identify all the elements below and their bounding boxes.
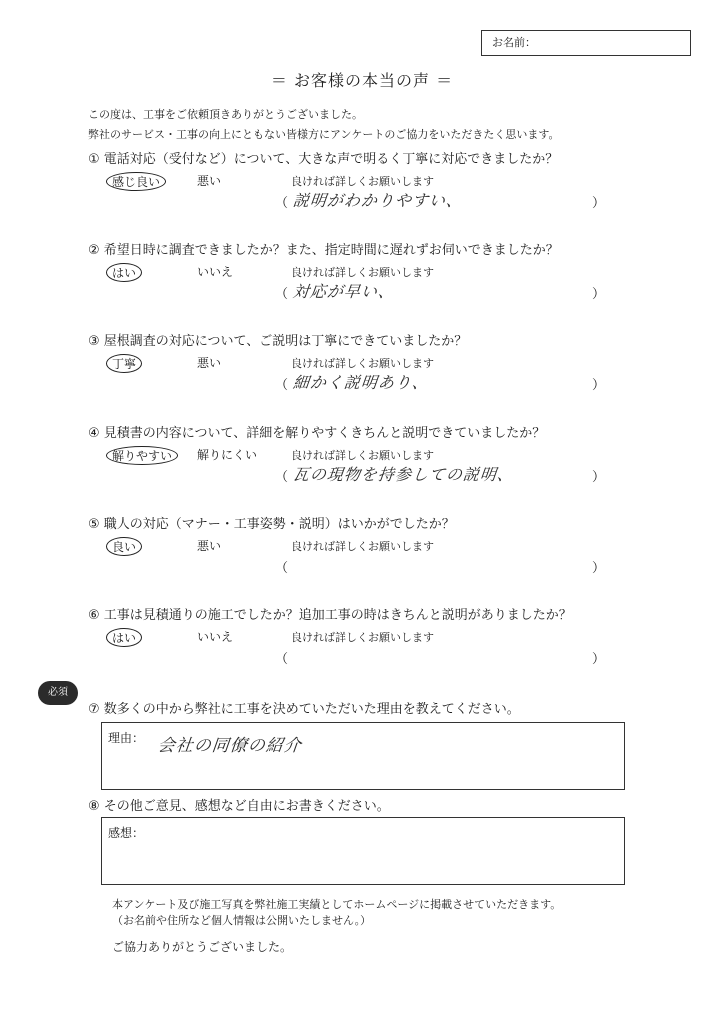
question-1-text: 電話対応（受付など）について、大きな声で明るく丁寧に対応できましたか？ xyxy=(103,152,559,167)
question-5-text: 職人の対応（マナー・工事姿勢・説明）はいかがでしたか？ xyxy=(103,517,455,532)
question-1-paren-close: ） xyxy=(592,196,606,211)
question-2-title xyxy=(88,239,559,258)
question-1-paren-open: （ xyxy=(275,196,289,211)
question-7-number: ⑦ xyxy=(88,702,100,717)
footer-note-1: 本アンケート及び施工写真を弊社施工実績としてホームページに掲載させていただきます。 xyxy=(112,898,562,911)
question-5-hint: 良ければ詳しくお願いします xyxy=(291,540,434,553)
question-7-text: 数多くの中から弊社に工事を決めていただいた理由を教えてください。 xyxy=(103,702,520,717)
question-5-option-bad[interactable]: 悪い xyxy=(197,539,222,553)
question-1-title xyxy=(88,148,558,167)
question-5-option-good[interactable]: 良い xyxy=(106,537,142,556)
question-2-option-good[interactable]: はい xyxy=(106,263,142,282)
required-badge: 必須 xyxy=(38,681,78,705)
question-2-comment-handwritten[interactable]: 対応が早い、 xyxy=(291,282,396,301)
intro-line-2: 弊社のサービス・工事の向上にともない皆様方にアンケートのご協力をいただきたく思います。 xyxy=(88,128,560,141)
question-3-title xyxy=(88,330,467,349)
question-4-number: ④ xyxy=(88,426,100,441)
question-1-option-bad[interactable]: 悪い xyxy=(197,174,222,188)
question-2-paren-close: ） xyxy=(592,287,606,302)
question-4-comment-handwritten[interactable]: 瓦の現物を持参しての説明、 xyxy=(291,465,515,484)
question-6-hint: 良ければ詳しくお願いします xyxy=(291,631,434,644)
question-3-option-good[interactable]: 丁寧 xyxy=(106,354,142,373)
question-6-option-good[interactable]: はい xyxy=(106,628,142,647)
question-6-paren-open: （ xyxy=(275,652,289,667)
question-6-number: ⑥ xyxy=(88,608,100,623)
question-6-text: 工事は見積通りの施工でしたか？追加工事の時はきちんと説明がありましたか？ xyxy=(103,608,572,623)
feedback-label: 感想： xyxy=(108,826,145,840)
question-6-option-bad[interactable]: いいえ xyxy=(197,630,234,644)
question-5-number: ⑤ xyxy=(88,517,100,532)
question-2-text: 希望日時に調査できましたか？また、指定時間に遅れずお伺いできましたか？ xyxy=(103,243,559,258)
question-2-number: ② xyxy=(88,243,100,258)
question-5-title xyxy=(88,513,455,532)
feedback-answer-box[interactable] xyxy=(101,817,625,885)
question-2-hint: 良ければ詳しくお願いします xyxy=(291,266,434,279)
question-3-text: 屋根調査の対応について、ご説明は丁寧にできていましたか？ xyxy=(103,334,468,349)
question-2-paren-open: （ xyxy=(275,287,289,302)
question-3-hint: 良ければ詳しくお願いします xyxy=(291,357,434,370)
reason-answer-handwritten: 会社の同僚の紹介 xyxy=(156,736,303,756)
question-3-paren-open: （ xyxy=(275,378,289,393)
question-4-title xyxy=(88,422,545,441)
question-5-paren-open: （ xyxy=(275,561,289,576)
question-4-text: 見積書の内容について、詳細を解りやすくきちんと説明できていましたか？ xyxy=(103,426,546,441)
question-4-option-good[interactable]: 解りやすい xyxy=(106,446,178,465)
question-1-option-good[interactable]: 感じ良い xyxy=(106,172,166,191)
question-1-number: ① xyxy=(88,152,100,167)
reason-answer-box[interactable] xyxy=(101,722,625,790)
footer-note-2: （お名前や住所など個人情報は公開いたしません。） xyxy=(112,914,372,927)
question-3-comment-handwritten[interactable]: 細かく説明あり、 xyxy=(291,373,430,392)
question-4-option-bad[interactable]: 解りにくい xyxy=(197,448,258,462)
thanks-message: ご協力ありがとうございました。 xyxy=(112,940,293,954)
question-8-title xyxy=(88,795,390,814)
question-8-number: ⑧ xyxy=(88,799,100,814)
question-3-option-bad[interactable]: 悪い xyxy=(197,356,222,370)
customer-name-field[interactable] xyxy=(481,30,691,56)
question-6-title xyxy=(88,604,572,623)
question-3-paren-close: ） xyxy=(592,378,606,393)
question-4-paren-close: ） xyxy=(592,470,606,485)
page-title: ＝ お客様の本当の声 ＝ xyxy=(270,71,454,90)
question-7-title xyxy=(88,698,520,717)
customer-name-label: お名前： xyxy=(492,36,536,49)
intro-line-1: この度は、工事をご依頼頂きありがとうございました。 xyxy=(88,108,363,121)
question-4-paren-open: （ xyxy=(275,470,289,485)
question-5-paren-close: ） xyxy=(592,561,606,576)
question-2-option-bad[interactable]: いいえ xyxy=(197,265,234,279)
question-4-hint: 良ければ詳しくお願いします xyxy=(291,449,434,462)
question-3-number: ③ xyxy=(88,334,100,349)
question-8-text: その他ご意見、感想など自由にお書きください。 xyxy=(103,799,390,814)
question-1-comment-handwritten[interactable]: 説明がわかりやすい、 xyxy=(291,191,464,210)
question-1-hint: 良ければ詳しくお願いします xyxy=(291,175,434,188)
reason-label: 理由： xyxy=(108,731,145,745)
question-6-paren-close: ） xyxy=(592,652,606,667)
